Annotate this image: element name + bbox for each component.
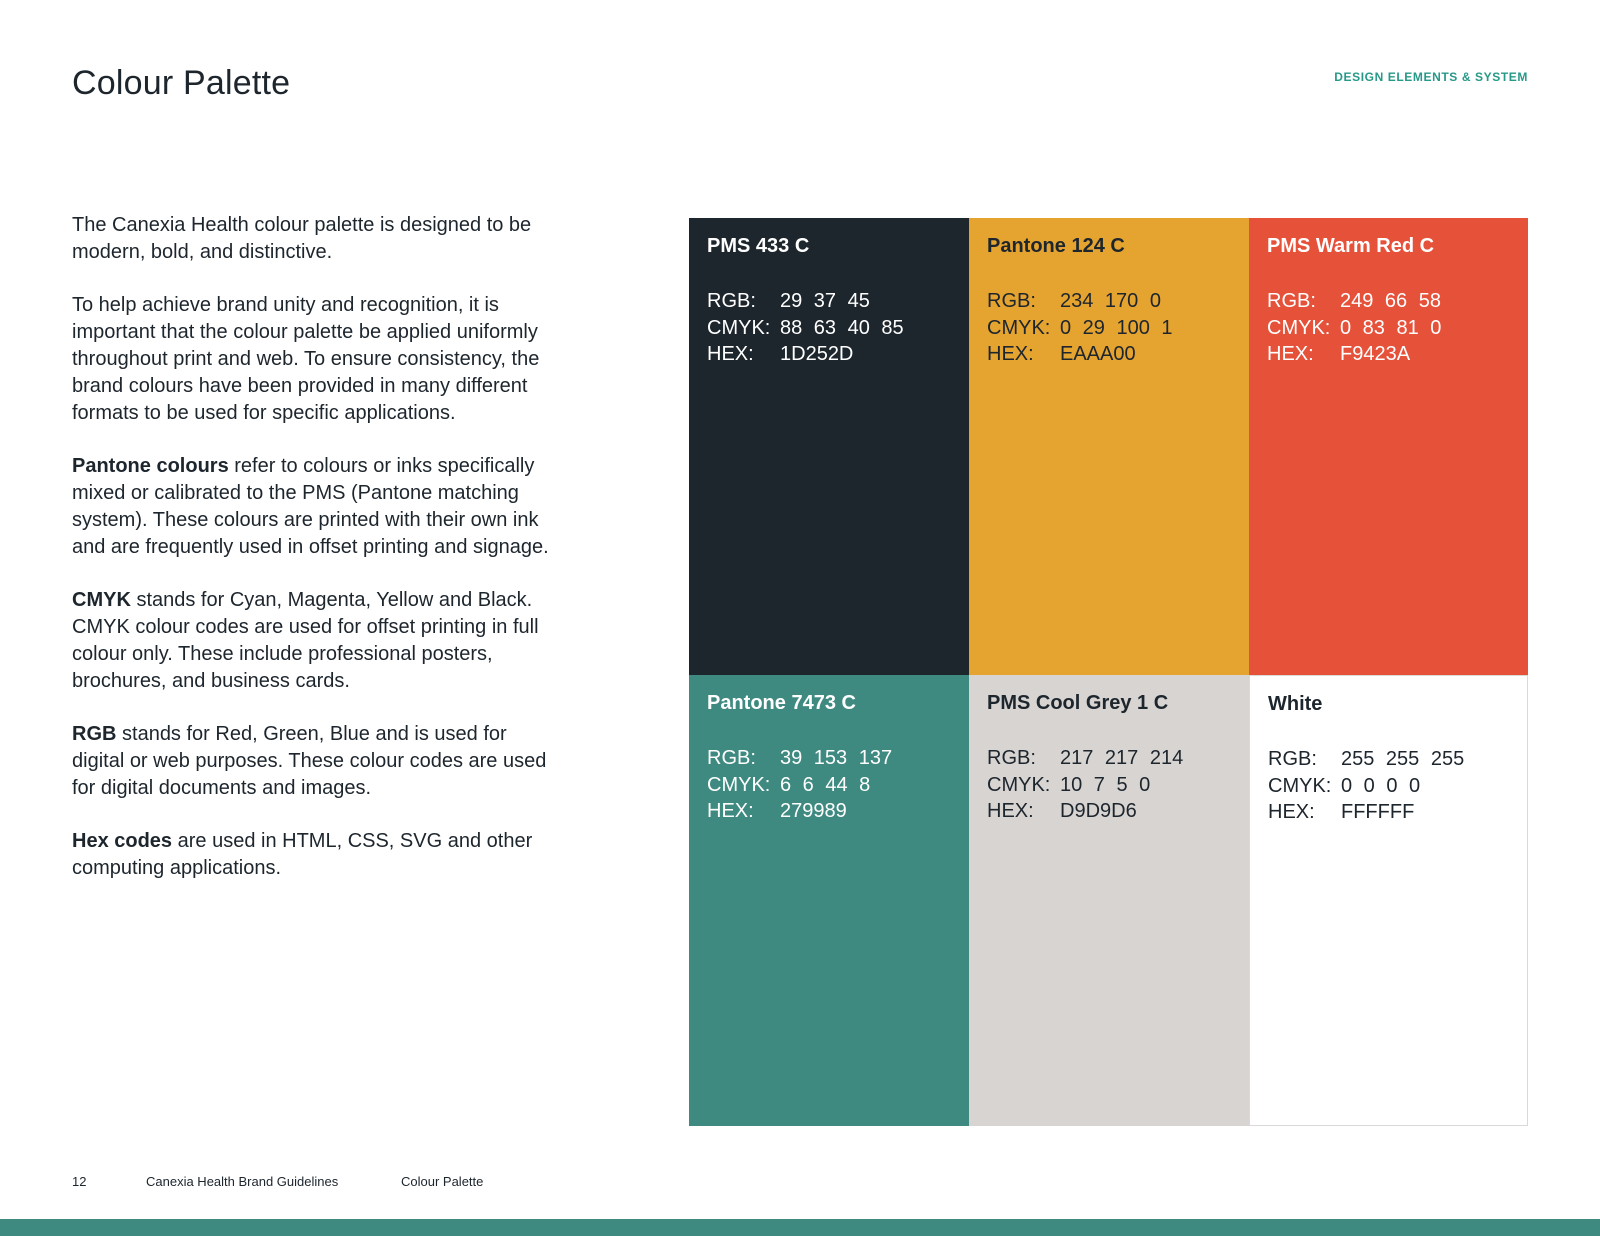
pantone-description: refer to colours or inks specifically mixed or calibrated to the PMS (Pantone matching system). These colours are printed with their own ink and are frequently used in offset printing and signage. bbox=[72, 455, 549, 558]
swatch-specs bbox=[987, 288, 1231, 368]
hex-row bbox=[987, 798, 1231, 825]
hex-value: F9423A bbox=[1340, 343, 1411, 365]
hex-paragraph bbox=[72, 828, 552, 882]
cmyk-row bbox=[1268, 773, 1509, 800]
rgb-value: 255 255 255 bbox=[1341, 748, 1465, 770]
cmyk-label: CMYK: bbox=[1268, 774, 1332, 797]
hex-label: HEX: bbox=[1267, 343, 1314, 365]
hex-label: HEX: bbox=[707, 343, 754, 365]
rgb-value: 217 217 214 bbox=[1060, 747, 1184, 769]
swatch-specs bbox=[707, 288, 951, 368]
footer-section: Colour Palette bbox=[401, 1174, 484, 1189]
intro-text bbox=[72, 212, 552, 909]
rgb-label: RGB: bbox=[1267, 290, 1316, 312]
rgb-paragraph bbox=[72, 721, 552, 801]
swatch-pantone-124 bbox=[969, 218, 1249, 675]
hex-label: HEX: bbox=[1268, 801, 1315, 823]
rgb-label: RGB: bbox=[707, 747, 756, 769]
swatch-name: PMS Warm Red C bbox=[1267, 235, 1435, 257]
hex-label: HEX: bbox=[987, 800, 1034, 822]
cmyk-term: CMYK bbox=[72, 589, 131, 612]
swatch-specs bbox=[1267, 288, 1510, 368]
bottom-accent-bar bbox=[0, 1219, 1600, 1236]
cmyk-label: CMYK: bbox=[707, 773, 771, 796]
rgb-label: RGB: bbox=[1268, 748, 1317, 770]
swatch-name: PMS 433 C bbox=[707, 235, 810, 257]
section-label: DESIGN ELEMENTS & SYSTEM bbox=[1334, 70, 1528, 84]
swatch-name: White bbox=[1268, 693, 1323, 715]
hex-row bbox=[1267, 341, 1510, 368]
swatch-name: Pantone 124 C bbox=[987, 235, 1125, 257]
swatch-specs bbox=[987, 745, 1231, 825]
hex-row bbox=[1268, 799, 1509, 826]
swatch-specs bbox=[707, 745, 951, 825]
cmyk-description: stands for Cyan, Magenta, Yellow and Black. CMYK colour codes are used for offset printing in full colour only. These include professional posters, brochures, and business cards. bbox=[72, 589, 539, 692]
hex-row bbox=[987, 341, 1231, 368]
cmyk-value: 0 0 0 0 bbox=[1341, 774, 1421, 797]
swatch-pms-warm-red bbox=[1249, 218, 1528, 675]
swatch-name: PMS Cool Grey 1 C bbox=[987, 692, 1169, 714]
cmyk-value: 88 63 40 85 bbox=[780, 316, 904, 339]
rgb-row bbox=[1267, 288, 1510, 315]
swatch-pantone-7473 bbox=[689, 675, 969, 1126]
hex-label: HEX: bbox=[707, 800, 754, 822]
cmyk-value: 0 83 81 0 bbox=[1340, 316, 1442, 339]
rgb-row bbox=[707, 288, 951, 315]
swatch-grid bbox=[689, 218, 1528, 1126]
rgb-row bbox=[1268, 746, 1509, 773]
hex-description: are used in HTML, CSS, SVG and other computing applications. bbox=[72, 830, 533, 880]
hex-row bbox=[707, 798, 951, 825]
swatch-specs bbox=[1268, 746, 1509, 826]
swatch-white bbox=[1249, 675, 1528, 1126]
intro-paragraph: To help achieve brand unity and recognition, it is important that the colour palette be applied uniformly throughout print and web. To ensure consistency, the brand colours have been provided in many different formats to be used for specific applications. bbox=[72, 294, 540, 424]
cmyk-label: CMYK: bbox=[1267, 316, 1331, 339]
intro-paragraph: The Canexia Health colour palette is designed to be modern, bold, and distinctive. bbox=[72, 214, 532, 263]
rgb-term: RGB bbox=[72, 723, 117, 746]
hex-value: EAAA00 bbox=[1060, 343, 1136, 365]
hex-value: 1D252D bbox=[780, 343, 854, 365]
pantone-term: Pantone colours bbox=[72, 455, 229, 478]
rgb-value: 234 170 0 bbox=[1060, 290, 1161, 312]
page-number: 12 bbox=[72, 1174, 87, 1189]
rgb-description: stands for Red, Green, Blue and is used for digital or web purposes. These colour codes are used for digital documents and images. bbox=[72, 723, 547, 799]
cmyk-row bbox=[987, 315, 1231, 342]
cmyk-label: CMYK: bbox=[987, 316, 1051, 339]
rgb-row bbox=[987, 288, 1231, 315]
cmyk-value: 6 6 44 8 bbox=[780, 773, 871, 796]
hex-value: FFFFFF bbox=[1341, 801, 1415, 823]
cmyk-row bbox=[1267, 315, 1510, 342]
pantone-paragraph bbox=[72, 453, 552, 560]
cmyk-row bbox=[987, 772, 1231, 799]
rgb-value: 39 153 137 bbox=[780, 747, 893, 769]
rgb-label: RGB: bbox=[987, 747, 1036, 769]
rgb-label: RGB: bbox=[707, 290, 756, 312]
hex-value: 279989 bbox=[780, 800, 847, 822]
cmyk-value: 10 7 5 0 bbox=[1060, 773, 1151, 796]
swatch-pms-433 bbox=[689, 218, 969, 675]
page-title: Colour Palette bbox=[72, 64, 291, 102]
swatch-name: Pantone 7473 C bbox=[707, 692, 856, 714]
cmyk-row bbox=[707, 315, 951, 342]
rgb-label: RGB: bbox=[987, 290, 1036, 312]
page-footer bbox=[72, 1174, 483, 1189]
rgb-row bbox=[987, 745, 1231, 772]
hex-term: Hex codes bbox=[72, 830, 173, 853]
swatch-pms-cool-grey bbox=[969, 675, 1249, 1126]
hex-row bbox=[707, 341, 951, 368]
rgb-value: 29 37 45 bbox=[780, 290, 870, 312]
document-name: Canexia Health Brand Guidelines bbox=[146, 1174, 339, 1189]
cmyk-paragraph bbox=[72, 587, 552, 694]
cmyk-label: CMYK: bbox=[707, 316, 771, 339]
cmyk-row bbox=[707, 772, 951, 799]
hex-value: D9D9D6 bbox=[1060, 800, 1137, 822]
hex-label: HEX: bbox=[987, 343, 1034, 365]
cmyk-label: CMYK: bbox=[987, 773, 1051, 796]
cmyk-value: 0 29 100 1 bbox=[1060, 316, 1173, 339]
rgb-row bbox=[707, 745, 951, 772]
rgb-value: 249 66 58 bbox=[1340, 290, 1441, 312]
